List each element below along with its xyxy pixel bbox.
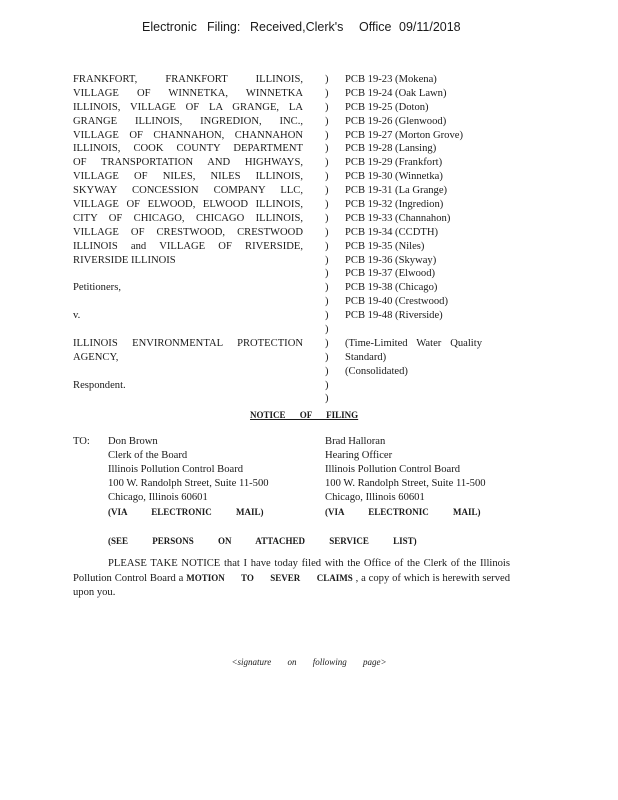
body-text-part2: , a copy of which is herewith served upon you. <box>73 573 510 598</box>
notice-title: NOTICE OF FILING <box>250 410 359 420</box>
petitioner-line: OF TRANSPORTATION AND HIGHWAYS, <box>73 157 303 169</box>
service-list-note: (SEE PERSONS ON ATTACHED SERVICE LIST) <box>108 536 417 546</box>
paren: ) <box>325 157 329 169</box>
caption-parentheses <box>325 73 335 406</box>
paren: ) <box>325 282 329 294</box>
case-number: PCB 19-28 (Lansing) <box>345 143 437 155</box>
recipient-line: Illinois Pollution Control Board <box>325 463 461 475</box>
case-number: PCB 19-48 (Riverside) <box>345 310 443 322</box>
paren: ) <box>325 101 329 113</box>
via-email-note: (VIA ELECTRONIC MAIL) <box>325 506 481 517</box>
paren: ) <box>325 310 329 322</box>
petitioner-line: VILLAGE OF CRESTWOOD, CRESTWOOD <box>73 226 303 238</box>
recipient-line: Hearing Officer <box>325 449 393 461</box>
paren: ) <box>325 254 329 266</box>
recipient-line: Clerk of the Board <box>108 449 188 461</box>
body-text-part1: PLEASE TAKE NOTICE that I have today filed with the Office of the Clerk of the Illinois Pollution Control Board a <box>73 558 510 584</box>
case-number: PCB 19-26 (Glenwood) <box>345 115 447 127</box>
recipient-clerk <box>108 435 269 519</box>
recipient-line: Chicago, Illinois 60601 <box>325 491 425 503</box>
case-number: PCB 19-34 (CCDTH) <box>345 226 438 238</box>
to-label: TO: <box>73 436 90 447</box>
petitioner-line: ILLINOIS and VILLAGE OF RIVERSIDE, <box>73 240 303 252</box>
recipient-line: Brad Halloran <box>325 436 386 447</box>
recipient-line: 100 W. Randolph Street, Suite 11-500 <box>108 477 269 489</box>
case-numbers <box>345 73 505 379</box>
petitioner-line: CITY OF CHICAGO, CHICAGO ILLINOIS, <box>73 212 303 224</box>
case-number: PCB 19-37 (Elwood) <box>345 268 436 280</box>
recipient-line: Chicago, Illinois 60601 <box>108 491 208 503</box>
paren: ) <box>325 268 329 280</box>
header-received: Received,Clerk's <box>250 20 344 34</box>
paren: ) <box>325 324 329 336</box>
motion-title: MOTION TO SEVER CLAIMS <box>186 573 353 583</box>
versus-label: v. <box>73 310 81 322</box>
petitioner-line: FRANKFORT, FRANKFORT ILLINOIS, <box>73 74 303 85</box>
paren: ) <box>325 171 329 183</box>
caption-parties <box>73 73 303 392</box>
paren: ) <box>325 185 329 197</box>
case-number: PCB 19-30 (Winnetka) <box>345 171 443 183</box>
paren: ) <box>325 199 329 211</box>
case-number: PCB 19-33 (Channahon) <box>345 212 451 224</box>
paren: ) <box>325 337 329 349</box>
petitioner-line: VILLAGE OF WINNETKA, WINNETKA <box>73 87 303 99</box>
notice-body <box>73 557 510 600</box>
case-number: PCB 19-40 (Crestwood) <box>345 296 448 308</box>
petitioner-line: GRANGE ILLINOIS, INGREDION, INC., <box>73 115 303 127</box>
petitioner-line: VILLAGE OF CHANNAHON, CHANNAHON <box>73 129 303 141</box>
respondent-label: Respondent. <box>73 379 126 391</box>
header-filing: Filing: <box>207 20 241 34</box>
recipient-line: Don Brown <box>108 436 158 447</box>
case-number: PCB 19-38 (Chicago) <box>345 282 438 294</box>
standard-line: (Consolidated) <box>345 365 408 377</box>
paren: ) <box>325 115 329 127</box>
case-number: PCB 19-23 (Mokena) <box>345 74 437 85</box>
case-number: PCB 19-32 (Ingredion) <box>345 199 444 211</box>
case-number: PCB 19-29 (Frankfort) <box>345 157 443 169</box>
case-number: PCB 19-36 (Skyway) <box>345 254 437 266</box>
recipient-hearing-officer <box>325 435 486 519</box>
paren: ) <box>325 226 329 238</box>
respondent-line: AGENCY, <box>73 351 119 363</box>
petitioner-line: RIVERSIDE ILLINOIS <box>73 254 176 266</box>
case-number: PCB 19-27 (Morton Grove) <box>345 129 463 141</box>
paren: ) <box>325 74 329 85</box>
recipient-line: 100 W. Randolph Street, Suite 11-500 <box>325 477 486 489</box>
petitioners-label: Petitioners, <box>73 282 121 294</box>
standard-line: (Time-Limited Water Quality <box>345 337 482 349</box>
case-number: PCB 19-35 (Niles) <box>345 240 425 252</box>
petitioner-line: ILLINOIS, VILLAGE OF LA GRANGE, LA <box>73 101 303 113</box>
recipient-line: Illinois Pollution Control Board <box>108 463 244 475</box>
paren: ) <box>325 212 329 224</box>
header-office: Office <box>359 20 392 34</box>
header-electronic: Electronic <box>142 20 197 34</box>
petitioner-line: ILLINOIS, COOK COUNTY DEPARTMENT <box>73 143 303 155</box>
paren: ) <box>325 87 329 99</box>
respondent-line: ILLINOIS ENVIRONMENTAL PROTECTION <box>73 337 303 349</box>
paren: ) <box>325 379 329 391</box>
paren: ) <box>325 143 329 155</box>
signature-note: <signature on following page> <box>231 657 387 667</box>
case-number: PCB 19-24 (Oak Lawn) <box>345 87 447 99</box>
case-number: PCB 19-31 (La Grange) <box>345 185 448 197</box>
paren: ) <box>325 365 329 377</box>
paren: ) <box>325 351 329 363</box>
petitioner-line: VILLAGE OF NILES, NILES ILLINOIS, <box>73 171 303 183</box>
paren: ) <box>325 393 329 405</box>
petitioner-line: SKYWAY CONCESSION COMPANY LLC, <box>73 185 303 197</box>
paren: ) <box>325 296 329 308</box>
petitioner-line: VILLAGE OF ELWOOD, ELWOOD ILLINOIS, <box>73 199 303 211</box>
via-email-note: (VIA ELECTRONIC MAIL) <box>108 506 264 517</box>
header-date: 09/11/2018 <box>399 20 461 34</box>
standard-line: Standard) <box>345 351 387 363</box>
paren: ) <box>325 129 329 141</box>
case-number: PCB 19-25 (Doton) <box>345 101 429 113</box>
paren: ) <box>325 240 329 252</box>
